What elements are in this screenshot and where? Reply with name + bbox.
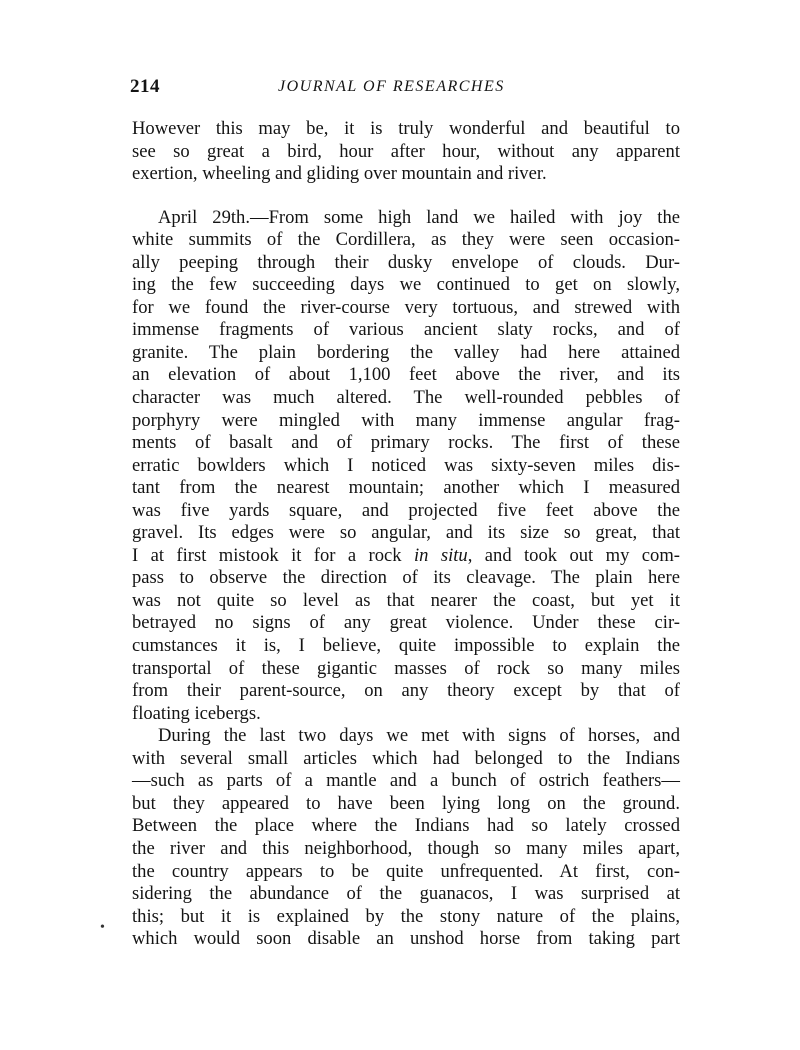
text-line: exertion, wheeling and gliding over mountain and river. [132, 163, 547, 185]
text-line: immense fragments of various ancient slaty rocks, and of [132, 319, 680, 341]
text-line: —such as parts of a mantle and a bunch of ostrich feathers— [132, 770, 680, 792]
text-line: erratic bowlders which I noticed was sixty-seven miles dis- [132, 454, 680, 476]
text-line: for we found the river-course very tortuous, and strewed with [132, 296, 680, 318]
running-head: JOURNAL OF RESEARCHES [278, 78, 505, 95]
text-line: character was much altered. The well-rounded pebbles of [132, 387, 680, 409]
text-line: white summits of the Cordillera, as they were seen occasion- [132, 229, 680, 251]
text-line: Between the place where the Indians had so lately crossed [132, 815, 680, 837]
text-line: this; but it is explained by the stony nature of the plains, [132, 905, 680, 927]
paragraph-3 [132, 725, 680, 950]
text-line: an elevation of about 1,100 feet above the river, and its [132, 364, 680, 386]
text-line: which would soon disable an unshod horse from taking part [132, 928, 680, 950]
text-line: granite. The plain bordering the valley had here attained [132, 341, 680, 363]
text-line: was five yards square, and projected five feet above the [132, 499, 680, 521]
margin-mark: • [100, 920, 105, 935]
italic-term: in situ [413, 544, 468, 566]
text-line: sidering the abundance of the guanacos, I was surprised at [132, 883, 680, 905]
text-line: gravel. Its edges were so angular, and its size so great, that [132, 522, 680, 544]
text-line: porphyry were mingled with many immense angular frag- [132, 409, 680, 431]
page-number: 214 [130, 76, 160, 97]
text-line: the river and this neighborhood, though so many miles apart, [132, 837, 680, 859]
text-line: pass to observe the direction of its cleavage. The plain here [132, 567, 680, 589]
text-line: ments of basalt and of primary rocks. The first of these [132, 432, 680, 454]
text-run: I at first mistook it for a rock [132, 544, 414, 566]
text-line: April 29th.—From some high land we hailed with joy the [158, 206, 680, 228]
text-line: with several small articles which had belonged to the Indians [132, 747, 680, 769]
page-header [130, 76, 678, 104]
text-run: , and took out my com- [467, 544, 680, 566]
text-line [132, 545, 680, 568]
text-line: the country appears to be quite unfrequented. At first, con- [132, 860, 680, 882]
text-line: see so great a bird, hour after hour, without any apparent [132, 140, 680, 162]
paragraph-gap [132, 186, 680, 207]
text-line: but they appeared to have been lying long on the ground. [132, 792, 680, 814]
paragraph-2 [132, 207, 680, 726]
text-line: was not quite so level as that nearer the coast, but yet it [132, 589, 680, 611]
body-text [132, 118, 680, 951]
text-line: floating icebergs. [132, 702, 261, 724]
text-line: ally peeping through their dusky envelope of clouds. Dur- [132, 251, 680, 273]
text-line: betrayed no signs of any great violence. Under these cir- [132, 612, 680, 634]
text-line: from their parent-source, on any theory except by that of [132, 680, 680, 702]
text-line: ing the few succeeding days we continued to get on slowly, [132, 274, 680, 296]
text-line: transportal of these gigantic masses of rock so many miles [132, 657, 680, 679]
paragraph-1 [132, 118, 680, 186]
text-line: During the last two days we met with signs of horses, and [158, 725, 680, 747]
text-line: cumstances it is, I believe, quite impossible to explain the [132, 635, 680, 657]
text-line: tant from the nearest mountain; another which I measured [132, 477, 680, 499]
text-line: However this may be, it is truly wonderful and beautiful to [132, 118, 680, 139]
